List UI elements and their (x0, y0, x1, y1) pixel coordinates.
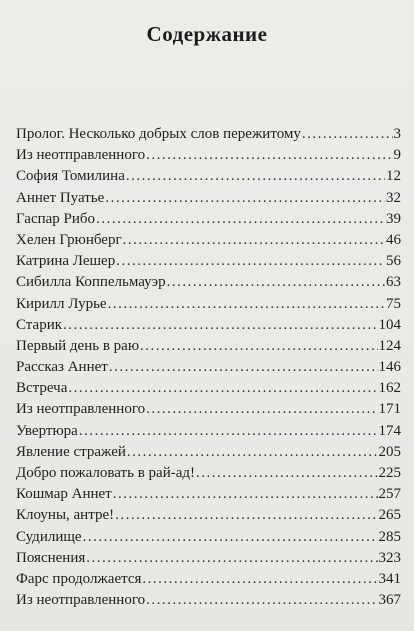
toc-entry-title: София Томилина (16, 168, 125, 185)
toc-entry-title: Первый день в раю (16, 337, 140, 354)
toc-leader-dots (126, 166, 385, 187)
toc-entry-page: 104 (378, 316, 401, 333)
toc-entry-title: Из неотправленного (16, 147, 146, 164)
toc-entry-title: Клоуны, антре! (16, 507, 115, 524)
toc-leader-dots (86, 548, 377, 569)
toc-leader-dots (96, 209, 385, 230)
toc-entry-page: 285 (378, 528, 401, 545)
toc-entry-title: Сибилла Коппельмауэр (16, 274, 166, 291)
toc-entry-page: 367 (378, 592, 401, 609)
toc-entry-title: Хелен Грюнберг (16, 231, 122, 248)
toc-entry-title: Пояснения (16, 549, 86, 566)
toc-entry-page: 39 (386, 210, 401, 227)
toc-entry-title: Кошмар Аннет (16, 486, 112, 503)
toc-leader-dots (127, 442, 378, 463)
toc-entry (16, 463, 401, 484)
toc-entry (16, 188, 401, 209)
toc-leader-dots (109, 357, 378, 378)
page-title: Содержание (146, 22, 268, 46)
toc-entry-page: 32 (386, 189, 401, 206)
toc-entry-title: Катрина Лешер (16, 253, 116, 270)
toc-leader-dots (83, 527, 378, 548)
toc-entry-title: Из неотправленного (16, 592, 146, 609)
toc-leader-dots (79, 421, 378, 442)
toc-entry-title: Гаспар Рибо (16, 210, 96, 227)
toc-entry-title: Увертюра (16, 422, 78, 439)
toc-entry-page: 205 (378, 443, 401, 460)
toc-entry (16, 166, 401, 187)
toc-entry-title: Кирилл Лурье (16, 295, 107, 312)
toc-entry-title: Явление стражей (16, 443, 126, 460)
toc-leader-dots (68, 378, 377, 399)
toc-entry (16, 378, 401, 399)
toc-entry (16, 336, 401, 357)
toc-leader-dots (113, 484, 378, 505)
toc-entry-page: 63 (386, 274, 401, 291)
toc-entry-page: 174 (378, 422, 401, 439)
toc-entry-page: 225 (378, 465, 401, 481)
toc-leader-dots (105, 188, 385, 209)
toc-entry (16, 124, 401, 145)
toc-entry (16, 251, 401, 272)
toc-leader-dots (302, 124, 393, 145)
toc-entry (16, 230, 401, 251)
toc-entry (16, 294, 401, 315)
toc-entry-page: 46 (386, 231, 401, 248)
toc-entry-title: Добро пожаловать в рай-ад! (16, 465, 196, 481)
toc-entry (16, 209, 401, 230)
table-of-contents (16, 124, 401, 611)
toc-entry-page: 265 (378, 507, 401, 524)
toc-entry (16, 399, 401, 420)
toc-entry (16, 145, 401, 166)
toc-entry (16, 484, 401, 505)
toc-entry-title: Пролог. Несколько добрых слов пережитому (16, 126, 301, 142)
toc-entry-page: 12 (386, 168, 401, 185)
toc-leader-dots (115, 505, 377, 526)
toc-entry (16, 272, 401, 293)
toc-leader-dots (167, 272, 385, 293)
toc-entry (16, 548, 401, 569)
toc-entry-page: 9 (393, 147, 401, 164)
toc-leader-dots (140, 336, 377, 357)
toc-entry (16, 442, 401, 463)
toc-entry-title: Аннет Пуатье (16, 189, 105, 206)
toc-entry-title: Встреча (16, 380, 68, 397)
toc-entry (16, 569, 401, 590)
toc-leader-dots (142, 569, 377, 590)
toc-leader-dots (116, 251, 385, 272)
toc-entry-page: 75 (386, 295, 401, 312)
toc-leader-dots (146, 145, 392, 166)
toc-entry (16, 357, 401, 378)
toc-entry-page: 124 (378, 337, 401, 354)
toc-entry (16, 315, 401, 336)
toc-leader-dots (146, 399, 377, 420)
toc-leader-dots (196, 463, 377, 484)
toc-entry-title: Старик (16, 316, 63, 333)
toc-entry-title: Из неотправленного (16, 401, 146, 418)
toc-entry-page: 146 (378, 359, 401, 376)
toc-entry-page: 162 (378, 380, 401, 397)
toc-entry-title: Судилище (16, 528, 82, 545)
toc-entry (16, 590, 401, 611)
toc-entry-page: 323 (378, 549, 401, 566)
toc-entry-page: 3 (393, 126, 401, 142)
toc-entry-page: 56 (386, 253, 401, 270)
toc-entry (16, 421, 401, 442)
toc-leader-dots (63, 315, 377, 336)
toc-leader-dots (146, 590, 377, 611)
toc-entry (16, 505, 401, 526)
toc-leader-dots (123, 230, 385, 251)
toc-leader-dots (108, 294, 385, 315)
toc-entry-title: Рассказ Аннет (16, 359, 108, 376)
toc-entry-title: Фарс продолжается (16, 570, 142, 587)
toc-entry (16, 527, 401, 548)
toc-entry-page: 257 (378, 486, 401, 503)
toc-entry-page: 341 (378, 570, 401, 587)
toc-entry-page: 171 (378, 401, 401, 418)
